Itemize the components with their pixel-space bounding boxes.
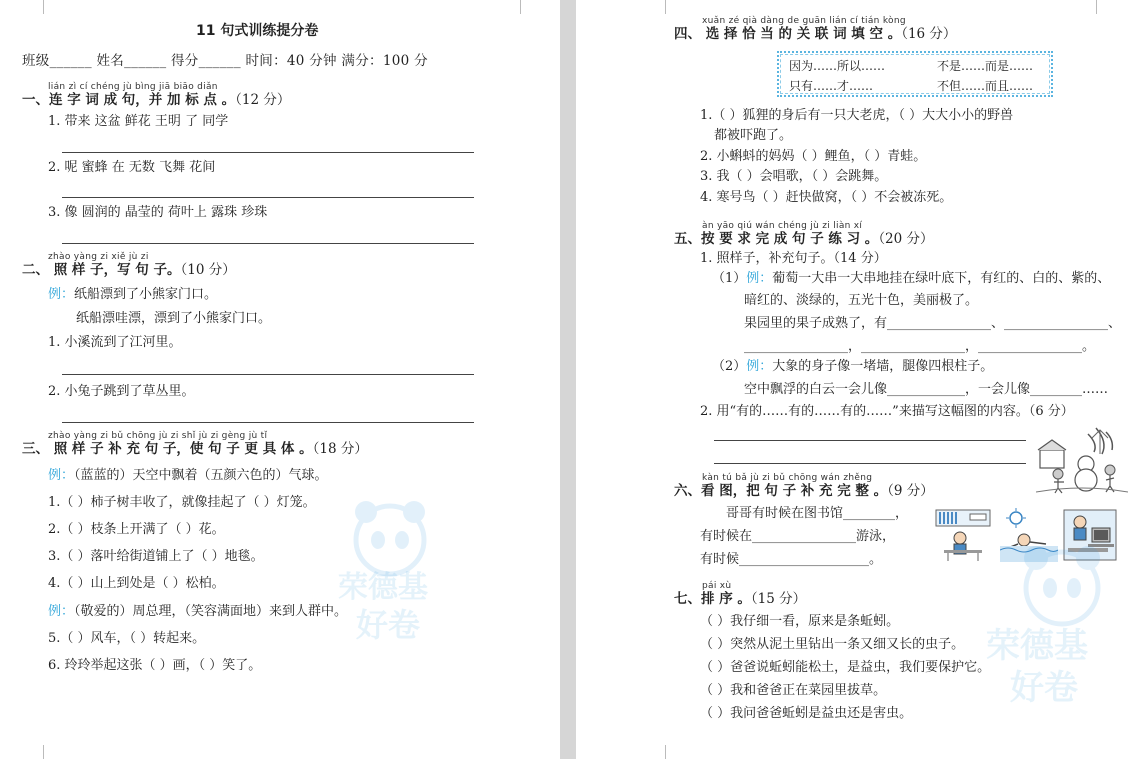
section-1-heading: 一、连 字 词 成 句，并 加 标 点 。（12 分） [22, 92, 291, 108]
s1-item-2: 2. 呢 蜜蜂 在 无数 飞舞 花间 [48, 160, 216, 175]
crop-mark [652, 0, 666, 14]
s5-q1: 1. 照样子，补充句子。（14 分） [700, 251, 887, 266]
s4-item-1: 1.（ ）狐狸的身后有一只大老虎，（ ）大大小小的野兽 [700, 108, 1014, 123]
section-7-pinyin: pái xù [702, 581, 732, 591]
s3-item-1: 1.（ ）柿子树丰收了，就像挂起了（ ）灯笼。 [48, 495, 316, 510]
answer-line[interactable] [62, 197, 474, 198]
answer-line[interactable] [714, 463, 1026, 464]
section-7-heading: 七、排 序 。（15 分） [674, 591, 807, 607]
crop-mark [652, 745, 666, 759]
word-option: 不是……而是…… [937, 59, 1034, 73]
s4-item-1-cont: 都被吓跑了。 [714, 128, 793, 143]
watermark [986, 536, 1136, 706]
s3-item-6: 6. 玲玲举起这张（ ）画，（ ）笑了。 [48, 658, 262, 673]
section-3-pinyin: zhào yàng zi bǔ chōng jù zi shǐ jù zi gèng jù tǐ [48, 431, 268, 441]
watermark-line-2: 好卷 [1010, 668, 1078, 708]
s5-q1a-fill-1: 果园里的果子成熟了，有________________、________________、 [744, 316, 1122, 331]
word-option: 因为……所以…… [789, 59, 886, 73]
section-4-heading: 四、 选 择 恰 当 的 关 联 词 填 空 。（16 分） [674, 26, 957, 42]
s7-item-3: （ ）爸爸说蚯蚓能松土，是益虫，我们要保护它。 [700, 660, 991, 675]
section-4-pinyin: xuǎn zé qià dàng de guān lián cí tián kòng [702, 16, 906, 26]
s5-q1b-fill: 空中飘浮的白云一会儿像____________，一会儿像________…… [744, 382, 1109, 397]
s6-line-3: 有时候____________________。 [700, 552, 883, 567]
s5-q1a: （1）例：葡萄一大串一大串地挂在绿叶底下，有红的、白的、紫的、 [712, 271, 1111, 286]
s3-item-5: 5.（ ）风车，（ ）转起来。 [48, 631, 206, 646]
s7-item-1: （ ）我仔细一看，原来是条蚯蚓。 [700, 614, 900, 629]
s3-item-4: 4.（ ）山上到处是（ ）松柏。 [48, 576, 225, 591]
crop-mark [520, 0, 534, 14]
answer-line[interactable] [714, 440, 1026, 441]
left-page [0, 0, 560, 759]
s6-line-2: 有时候在________________游泳， [700, 529, 896, 544]
s5-q1a-fill-2: ________________，________________，________________。 [744, 339, 1095, 354]
s1-item-1: 1. 带来 这盆 鲜花 王明 了 同学 [48, 114, 229, 129]
s3-example-2: 例：（敬爱的）周总理，（笑容满面地）来到人群中。 [48, 604, 348, 619]
section-5-pinyin: àn yāo qiú wán chéng jù zi liàn xí [702, 221, 863, 231]
snow-scene-illustration [1036, 424, 1128, 494]
header-fields: 班级______ 姓名______ 得分______ 时间：40 分钟 满分：100 分 [22, 53, 428, 69]
s2-example-answer: 纸船漂哇漂，漂到了小熊家门口。 [76, 311, 272, 326]
section-6-heading: 六、看 图，把 句 子 补 充 完 整 。（9 分） [674, 483, 934, 499]
library-picture [934, 508, 992, 562]
s1-item-3: 3. 像 圆润的 晶莹的 荷叶上 露珠 珍珠 [48, 205, 268, 220]
s2-example: 例：纸船漂到了小熊家门口。 [48, 287, 218, 302]
section-5-heading: 五、按 要 求 完 成 句 子 练 习 。（20 分） [674, 231, 934, 247]
crop-mark [1096, 0, 1110, 14]
word-option: 不但……而且…… [937, 79, 1034, 93]
watermark-line-1: 荣德基 [338, 570, 428, 605]
answer-line[interactable] [62, 243, 474, 244]
s7-item-2: （ ）突然从泥土里钻出一条又细又长的虫子。 [700, 637, 965, 652]
section-2-heading: 二、 照 样 子，写 句 子。（10 分） [22, 262, 236, 278]
answer-line[interactable] [62, 422, 474, 423]
watermark-line-2: 好卷 [356, 606, 421, 644]
s2-item-2: 2. 小兔子跳到了草丛里。 [48, 384, 195, 399]
s7-item-5: （ ）我问爸爸蚯蚓是益虫还是害虫。 [700, 706, 913, 721]
answer-line[interactable] [62, 374, 474, 375]
s7-item-4: （ ）我和爸爸正在菜园里拔草。 [700, 683, 887, 698]
crop-mark [30, 0, 44, 14]
section-6-pinyin: kàn tú bǎ jù zi bǔ chōng wán zhěng [702, 473, 873, 483]
s3-item-2: 2.（ ）枝条上开满了（ ）花。 [48, 522, 225, 537]
answer-line[interactable] [62, 152, 474, 153]
section-1-pinyin: lián zì cí chéng jù bìng jiā biāo diǎn [48, 82, 218, 92]
s4-item-3: 3. 我（ ）会唱歌，（ ）会跳舞。 [700, 169, 888, 184]
page-gutter [560, 0, 576, 759]
s3-example-1: 例：（蓝蓝的）天空中飘着（五颜六色的）气球。 [48, 468, 328, 483]
right-page [576, 0, 1146, 759]
crop-mark [30, 745, 44, 759]
s3-item-3: 3.（ ）落叶给街道铺上了（ ）地毯。 [48, 549, 264, 564]
s4-item-2: 2. 小蝌蚪的妈妈（ ）鲤鱼，（ ）青蛙。 [700, 149, 927, 164]
section-2-pinyin: zhào yàng zi xiě jù zi [48, 252, 149, 262]
word-option: 只有……才…… [789, 79, 874, 93]
s5-q1b: （2）例：大象的身子像一堵墙，腿像四根柱子。 [712, 359, 994, 374]
s2-item-1: 1. 小溪流到了江河里。 [48, 335, 182, 350]
s5-q2: 2. 用“有的……有的……有的……”来描写这幅图的内容。（6 分） [700, 404, 1074, 419]
s4-item-4: 4. 寒号鸟（ ）赶快做窝，（ ）不会被冻死。 [700, 190, 953, 205]
word-bank-box [777, 51, 1053, 97]
watermark-line-1: 荣德基 [986, 626, 1088, 666]
s6-line-1: 哥哥有时候在图书馆________， [726, 506, 909, 521]
page-title: 11 句式训练提分卷 [196, 23, 319, 39]
section-3-heading: 三、 照 样 子 补 充 句 子，使 句 子 更 具 体 。（18 分） [22, 441, 368, 457]
s5-q1a-cont: 暗红的、淡绿的，五光十色，美丽极了。 [744, 293, 979, 308]
watermark [318, 490, 468, 650]
